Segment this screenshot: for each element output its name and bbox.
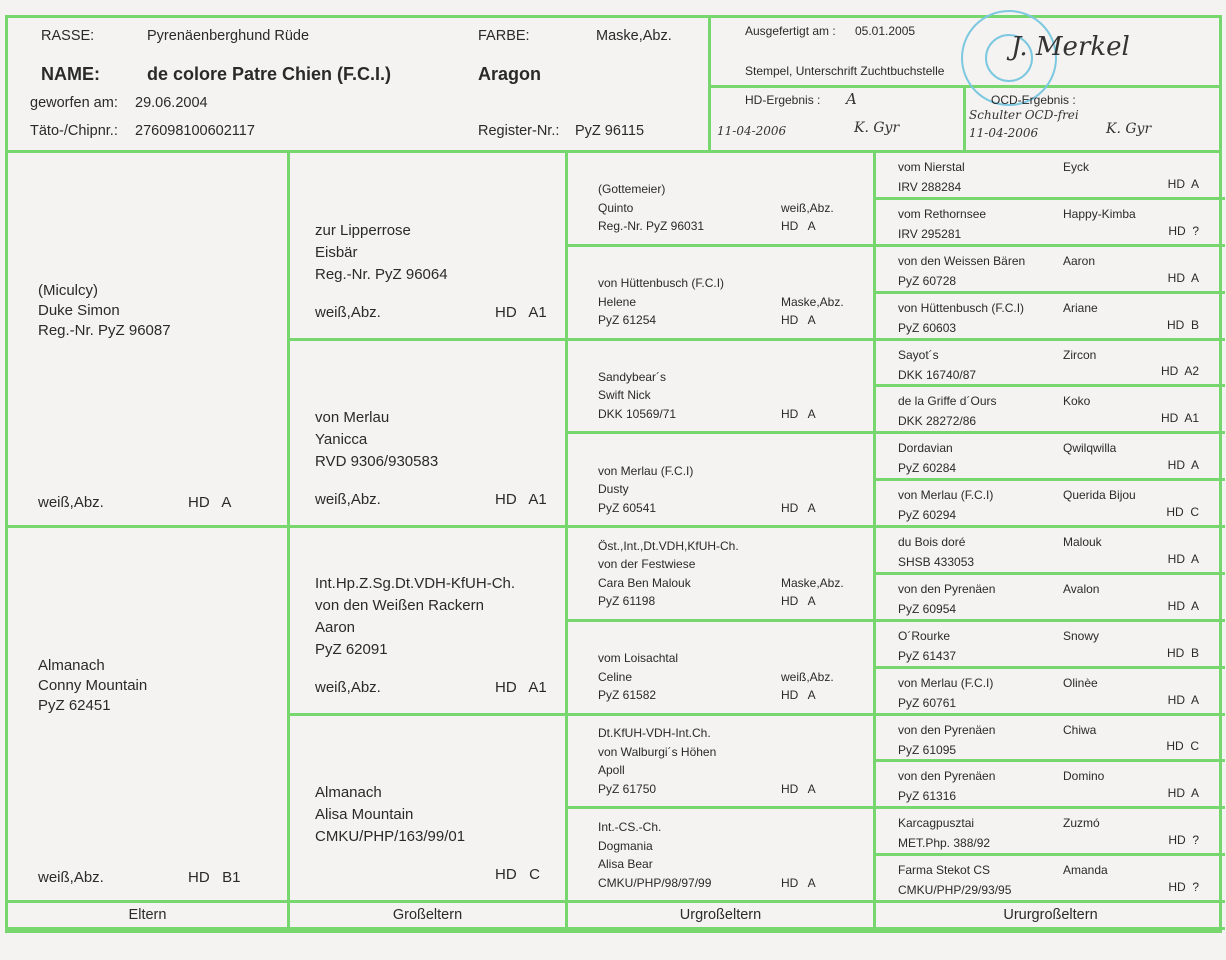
great-great-grandparent-cell (876, 622, 1225, 669)
great-grandparent-text: vom Loisachtal (598, 651, 679, 665)
great-grandparent-hd: HD A (781, 688, 816, 702)
born-date: 29.06.2004 (135, 95, 208, 111)
ggg-reg: CMKU/PHP/29/93/95 (898, 883, 1012, 898)
ggg-name: Querida Bijou (1063, 488, 1136, 503)
ggg-hd: HD A1 (1160, 411, 1199, 426)
great-grandparent-line (598, 199, 873, 218)
ggg-hd: HD A (1167, 176, 1199, 191)
ggg-kennel: von Merlau (F.C.I) (898, 675, 994, 690)
kennel-name: de colore Patre Chien (F.C.I.) (147, 64, 392, 84)
name-label: NAME: (41, 64, 100, 84)
ggg-name: Aaron (1063, 253, 1096, 268)
grandparent-line: von Merlau (315, 409, 390, 426)
great-grandparent-line (598, 780, 873, 799)
registry-info (711, 18, 1219, 150)
great-grandparent-hd: HD A (781, 500, 816, 515)
ocd-result: Schulter OCD-frei (969, 108, 1079, 122)
ggg-name: Eyck (1063, 160, 1090, 174)
great-great-grandparent-cell (876, 247, 1225, 294)
great-grandparent-line (598, 180, 873, 199)
great-great-grandparent-cell (876, 762, 1225, 809)
ggg-kennel: O´Rourke (898, 628, 951, 643)
great-grandparent-text: Dt.KfUH-VDH-Int.Ch. (598, 726, 711, 741)
parent-line: Conny Mountain (38, 677, 148, 694)
ggg-kennel: Karcagpusztai (898, 816, 975, 831)
great-grandparent-text: (Gottemeier) (598, 182, 666, 197)
hd-date: 11-04-2006 (717, 124, 787, 138)
grandparent-line: Int.Hp.Z.Sg.Dt.VDH-KfUH-Ch. (315, 574, 516, 592)
great-grandparent-text: Reg.-Nr. PyZ 96031 (598, 219, 705, 234)
dog-info (8, 18, 711, 150)
ggg-reg: PyZ 60761 (898, 695, 957, 710)
ggg-name: Domino (1063, 769, 1105, 784)
great-grandparent-hd: HD A (781, 875, 816, 890)
hd-label: HD-Ergebnis : (745, 93, 821, 107)
ggg-kennel: du Bois doré (898, 535, 966, 549)
great-grandparent-line (598, 761, 873, 780)
ggg-reg: DKK 28272/86 (898, 414, 977, 429)
ggg-hd: HD C (1166, 739, 1199, 754)
great-grandparent-line (598, 837, 873, 856)
great-grandparent-line (598, 555, 873, 574)
great-grandparent-line (598, 724, 873, 743)
call-name: Aragon (478, 64, 541, 84)
great-great-grandparent-cell (876, 481, 1225, 528)
great-grandparent-line (598, 293, 873, 312)
ggg-name: Snowy (1063, 628, 1100, 643)
ggg-reg: PyZ 61437 (898, 648, 957, 663)
parent-cell (8, 528, 290, 903)
grandparent-line: Reg.-Nr. PyZ 96064 (315, 265, 448, 283)
ggg-hd: HD A (1167, 692, 1199, 707)
great-grandparent-line (598, 368, 873, 387)
born-label: geworfen am: (30, 95, 118, 111)
great-grandparent-line (598, 405, 873, 424)
great-grandparent-cell (568, 622, 876, 716)
great-grandparent-text: CMKU/PHP/98/97/99 (598, 875, 712, 890)
grandparent-color: weiß,Abz. (315, 678, 381, 696)
ggg-kennel: Farma Stekot CS (898, 863, 991, 878)
ocd-date: 11-04-2006 (969, 126, 1039, 140)
grandparent-cell (290, 341, 568, 529)
ggg-name: Amanda (1063, 863, 1108, 878)
great-grandparent-line (598, 686, 873, 705)
great-grandparent-cell (568, 528, 876, 622)
chip-number: 276098100602117 (135, 123, 255, 139)
ggg-kennel: von Hüttenbusch (F.C.I) (898, 300, 1025, 315)
great-grandparent-cell (568, 247, 876, 341)
issue-section (711, 18, 1219, 88)
ggg-hd: HD B (1166, 317, 1199, 332)
great-grandparent-hd: HD A (781, 406, 816, 421)
great-grandparent-line (598, 592, 873, 611)
ggg-kennel: Dordavian (898, 441, 953, 456)
ggg-kennel: vom Nierstal (898, 160, 965, 174)
great-grandparent-line (598, 480, 873, 499)
pedigree-table (5, 153, 1222, 933)
great-grandparent-text: von Merlau (F.C.I) (598, 463, 694, 478)
great-grandparent-line (598, 649, 873, 668)
great-grandparent-line (598, 818, 873, 837)
hd-section (711, 88, 966, 150)
great-grandparent-cell (568, 716, 876, 810)
great-grandparent-hd: HD A (781, 313, 816, 327)
great-great-grandparent-cell (876, 387, 1225, 434)
grandparent-line: Aaron (315, 618, 356, 636)
grandparent-cell (290, 153, 568, 341)
grandparent-color-hd (315, 489, 565, 511)
hd-signature: K. Gyr (854, 120, 900, 136)
signature: J. Merkel (1011, 32, 1130, 62)
ggg-reg: PyZ 60284 (898, 461, 957, 476)
ggg-name: Happy-Kimba (1063, 206, 1136, 221)
grandparent-hd: HD A1 (495, 678, 547, 696)
chip-label: Täto-/Chipnr.: (30, 123, 118, 139)
ggg-reg: MET.Php. 388/92 (898, 836, 991, 851)
great-grandparent-text: PyZ 61198 (598, 594, 656, 609)
ggg-hd: HD B (1166, 645, 1199, 660)
great-grandparent-text: PyZ 61750 (598, 781, 657, 796)
great-grandparent-text: Cara Ben Malouk (598, 575, 691, 590)
grandparent-line: CMKU/PHP/163/99/01 (315, 828, 466, 845)
parent-name-block (38, 656, 147, 716)
ggg-kennel: von Merlau (F.C.I) (898, 488, 994, 503)
grandparent-color-hd (315, 677, 565, 699)
great-grandparent-color: weiß,Abz. (781, 200, 834, 215)
register-number: PyZ 96115 (575, 123, 645, 139)
great-great-grandparent-cell (876, 716, 1225, 763)
grandparent-cell (290, 716, 568, 904)
great-grandparent-hd: HD A (781, 219, 816, 234)
great-great-grandparent-cell (876, 200, 1225, 247)
ggg-kennel: von den Weissen Bären (898, 253, 1026, 268)
great-grandparent-line (598, 311, 873, 330)
grandparent-line: Eisbär (315, 243, 358, 261)
great-grandparent-text: Apoll (598, 763, 625, 778)
grandparent-hd: HD A1 (495, 491, 547, 508)
color: Maske,Abz. (596, 28, 672, 44)
ggg-reg: SHSB 433053 (898, 555, 975, 569)
great-grandparent-text: von Walburgi´s Höhen (598, 744, 717, 759)
stamp-label: Stempel, Unterschrift Zuchtbuchstelle (745, 64, 945, 78)
grandparent-hd: HD A1 (495, 303, 547, 321)
parent-color-hd (38, 869, 241, 886)
grandparent-line: PyZ 62091 (315, 640, 388, 658)
great-grandparent-text: PyZ 61582 (598, 688, 657, 702)
ggg-kennel: Sayot´s (898, 347, 939, 362)
great-grandparent-text: von der Festwiese (598, 557, 696, 572)
ggg-kennel: von den Pyrenäen (898, 769, 996, 784)
grandparent-line: RVD 9306/930583 (315, 453, 439, 470)
issued-label: Ausgefertigt am : (745, 24, 836, 38)
grandparent-color: weiß,Abz. (315, 491, 381, 508)
ggg-kennel: von den Pyrenäen (898, 581, 996, 596)
great-great-grandparent-cell (876, 669, 1225, 716)
great-grandparent-text: DKK 10569/71 (598, 406, 677, 421)
grandparent-color-hd (315, 302, 565, 324)
ggg-name: Qwilqwilla (1063, 441, 1117, 456)
grandparent-line: Alisa Mountain (315, 806, 414, 823)
ggg-kennel: von den Pyrenäen (898, 722, 996, 737)
ocd-signature: K. Gyr (1106, 121, 1152, 137)
great-grandparent-line (598, 217, 873, 236)
issued-date: 05.01.2005 (855, 24, 916, 38)
great-grandparent-cell (568, 434, 876, 528)
great-great-grandparent-cell (876, 528, 1225, 575)
great-great-grandparent-cell (876, 341, 1225, 388)
great-grandparent-text: PyZ 60541 (598, 500, 657, 515)
great-great-grandparent-cell (876, 856, 1225, 903)
great-grandparent-text: Dogmania (598, 838, 653, 853)
grandparent-hd: HD C (495, 866, 540, 883)
great-grandparent-line (598, 537, 873, 556)
parent-color-hd (38, 494, 231, 511)
grandparent-color (315, 864, 465, 886)
hd-result: A (846, 90, 857, 108)
parent-line: Duke Simon (38, 302, 120, 319)
footer-label-2: Urgroßeltern (568, 903, 876, 930)
great-grandparent-text: Sandybear´s (598, 369, 667, 384)
parent-line: (Miculcy) (38, 282, 98, 299)
great-grandparent-text: Swift Nick (598, 388, 651, 403)
ggg-hd: HD ? (1168, 880, 1199, 894)
grandparent-line: Almanach (315, 784, 382, 801)
breed: Pyrenäenberghund Rüde (147, 28, 310, 44)
footer-label-3: Ururgroßeltern (876, 903, 1225, 930)
pedigree-header (5, 15, 1222, 153)
great-grandparent-hd: HD A (781, 594, 816, 609)
grandparent-line: von den Weißen Rackern (315, 596, 484, 614)
ggg-hd: HD ? (1168, 833, 1199, 848)
ggg-reg: DKK 16740/87 (898, 367, 977, 382)
ggg-kennel: de la Griffe d´Ours (898, 394, 997, 409)
parent-cell (8, 153, 290, 528)
ggg-hd: HD A (1167, 551, 1199, 566)
parent-color: weiß,Abz. (38, 869, 104, 886)
ggg-reg: IRV 288284 (898, 180, 962, 194)
ggg-name: Zuzmó (1063, 816, 1100, 831)
great-grandparent-line (598, 855, 873, 874)
footer-label-0: Eltern (8, 903, 290, 930)
ggg-hd: HD A2 (1160, 364, 1199, 379)
ggg-name: Ariane (1063, 300, 1098, 315)
great-grandparent-text: PyZ 61254 (598, 313, 657, 327)
ggg-hd: HD A (1167, 270, 1199, 285)
ggg-reg: PyZ 61316 (898, 789, 957, 804)
great-grandparent-text: Helene (598, 294, 637, 309)
great-grandparent-text: Alisa Bear (598, 857, 653, 871)
ggg-hd: HD A (1167, 458, 1199, 473)
ggg-hd: HD A (1167, 598, 1199, 613)
parent-line: Reg.-Nr. PyZ 96087 (38, 322, 171, 339)
ggg-reg: PyZ 60294 (898, 508, 957, 523)
great-grandparent-text: Quinto (598, 200, 634, 215)
great-great-grandparent-cell (876, 809, 1225, 856)
great-great-grandparent-cell (876, 434, 1225, 481)
ocd-section (966, 88, 1219, 150)
footer-label-1: Großeltern (290, 903, 568, 930)
great-great-grandparent-cell (876, 153, 1225, 200)
great-grandparent-cell (568, 341, 876, 435)
ggg-name: Avalon (1063, 581, 1100, 596)
ggg-name: Malouk (1063, 535, 1102, 549)
great-grandparent-line (598, 462, 873, 481)
great-great-grandparent-cell (876, 294, 1225, 341)
great-grandparent-cell (568, 809, 876, 903)
great-grandparent-color: Maske,Abz. (781, 294, 844, 309)
grandparent-line: zur Lipperrose (315, 221, 411, 239)
great-grandparent-text: Int.-CS.-Ch. (598, 820, 662, 834)
grandparent-cell (290, 528, 568, 716)
ggg-name: Zircon (1063, 347, 1097, 362)
great-grandparent-color: Maske,Abz. (781, 575, 844, 590)
ggg-name: Koko (1063, 394, 1091, 409)
color-label: FARBE: (478, 28, 530, 44)
ggg-hd: HD ? (1168, 223, 1199, 238)
great-grandparent-line (598, 874, 873, 893)
ggg-hd: HD A (1167, 786, 1199, 801)
great-grandparent-text: Dusty (598, 482, 629, 496)
great-grandparent-color: weiß,Abz. (781, 669, 834, 684)
grandparent-line: Yanicca (315, 431, 368, 448)
great-grandparent-text: Celine (598, 669, 633, 684)
grandparent-color: weiß,Abz. (315, 303, 381, 321)
breed-label: RASSE: (41, 28, 95, 44)
ggg-reg: IRV 295281 (898, 226, 962, 241)
ggg-kennel: vom Rethornsee (898, 206, 987, 221)
ggg-reg: PyZ 60728 (898, 273, 957, 288)
ggg-name: Chiwa (1063, 722, 1097, 737)
ggg-name: Olinèe (1063, 675, 1098, 690)
great-grandparent-line (598, 574, 873, 593)
register-label: Register-Nr.: (478, 123, 560, 139)
great-grandparent-line (598, 386, 873, 405)
great-grandparent-cell (568, 153, 876, 247)
ocd-label: OCD-Ergebnis : (991, 93, 1076, 107)
ggg-reg: PyZ 61095 (898, 742, 957, 757)
great-great-grandparent-cell (876, 575, 1225, 622)
parent-hd: HD A (188, 494, 232, 511)
great-grandparent-line (598, 499, 873, 518)
great-grandparent-line (598, 668, 873, 687)
parent-name-block (38, 281, 171, 341)
great-grandparent-text: Öst.,Int.,Dt.VDH,KfUH-Ch. (598, 538, 739, 553)
parent-hd: HD B1 (188, 869, 241, 886)
grandparent-color-hd (315, 864, 565, 886)
great-grandparent-hd: HD A (781, 781, 816, 796)
great-grandparent-text: von Hüttenbusch (F.C.I) (598, 276, 725, 290)
ggg-reg: PyZ 60954 (898, 601, 957, 616)
ggg-reg: PyZ 60603 (898, 320, 957, 335)
great-grandparent-line (598, 743, 873, 762)
great-grandparent-line (598, 274, 873, 293)
parent-color: weiß,Abz. (38, 494, 104, 511)
parent-line: PyZ 62451 (38, 697, 111, 714)
parent-line: Almanach (38, 657, 105, 674)
ggg-hd: HD C (1166, 505, 1199, 519)
